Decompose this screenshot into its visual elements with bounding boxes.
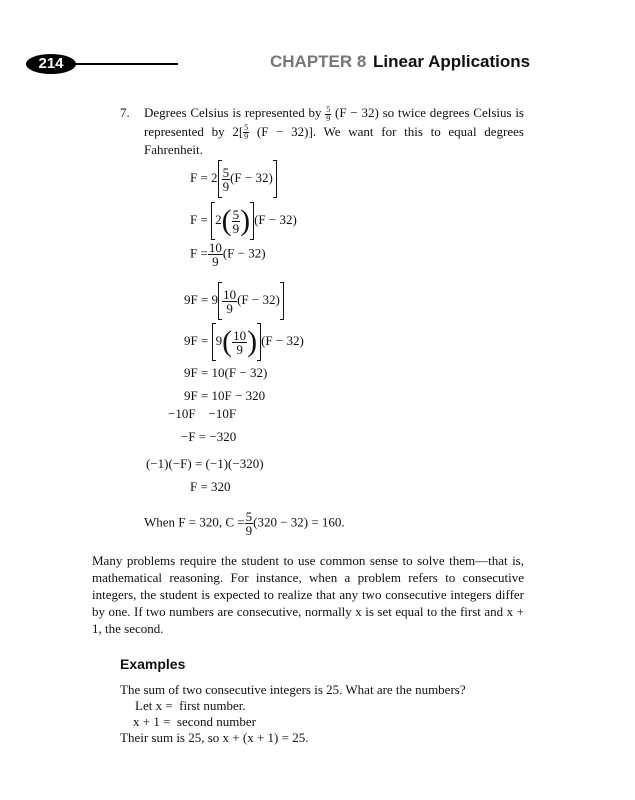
intro-part-a: Degrees Celsius is represented by — [144, 105, 326, 120]
frac-num: 10 — [233, 327, 247, 343]
example-line-2: Let x = first number. — [135, 698, 246, 713]
frac-num: 10 — [208, 240, 222, 255]
frac-den: 9 — [212, 254, 219, 269]
fraction-10-9 — [232, 329, 247, 356]
left-paren: ( — [222, 325, 233, 358]
equation-step-1 — [190, 160, 277, 198]
intro-part-c: (F − 32)]. We want for this to equal degrees Fahrenheit. — [144, 123, 524, 158]
right-paren: ) — [240, 204, 251, 237]
fraction-5-9 — [222, 166, 231, 193]
example-line-3: x + 1 = second number — [133, 714, 256, 729]
equation-step-6: 9F = 10(F − 32) — [184, 365, 268, 380]
fraction-10-9 — [208, 241, 223, 268]
chapter-title: Linear Applications — [373, 52, 531, 71]
step-5-lhs: 9F = — [184, 332, 209, 348]
right-bracket — [273, 160, 277, 198]
fraction-10-9 — [222, 288, 237, 315]
fraction-5-9 — [245, 510, 254, 537]
frac-den: 9 — [232, 220, 240, 236]
equation-step-3 — [190, 241, 266, 268]
step-1-lhs: F = 2 — [190, 169, 218, 185]
frac-num: 10 — [223, 286, 237, 302]
step-2-lhs: F = — [190, 211, 208, 227]
right-bracket — [280, 282, 284, 320]
right-paren: ) — [247, 325, 258, 358]
chapter-label: CHAPTER 8 — [270, 52, 367, 71]
equation-step-12 — [144, 510, 345, 537]
equation-step-9: −F = −320 — [181, 429, 237, 444]
equation-step-4 — [184, 282, 284, 320]
step-1-rest: (F − 32) — [230, 169, 273, 185]
frac-den: 9 — [226, 300, 233, 316]
step-5-coef: 9 — [215, 332, 223, 348]
step-2-coef: 2 — [215, 211, 222, 227]
frac-num: 5 — [245, 509, 253, 524]
frac-num: 5 — [244, 123, 249, 133]
frac-den: 9 — [222, 178, 230, 194]
examples-heading: Examples — [120, 656, 186, 672]
fraction-5-9 — [232, 208, 241, 235]
body-paragraph: Many problems require the student to use common sense to solve them—that is, mathematical reasoning. For instance, when a problem refers to consecutive integers, the student is expected to realize that any two consecutive integers differ by one. If two numbers are consecutive, normally x is set equal to the first and x + 1, the second. — [92, 553, 524, 636]
problem-number: 7. — [120, 105, 130, 120]
step-5-rest: (F − 32) — [261, 332, 304, 348]
equation-step-8: −10F −10F — [168, 406, 237, 421]
equation-step-2 — [190, 202, 297, 240]
intro-part-b: (F − 32) so twice degrees Celsius is represented by 2[ — [144, 105, 524, 139]
left-paren: ( — [221, 204, 232, 237]
equation-step-5 — [184, 323, 304, 361]
frac-num: 5 — [222, 164, 230, 180]
equation-step-11: F = 320 — [190, 479, 231, 494]
step-4-rest: (F − 32) — [237, 291, 280, 307]
step-12-rest: (320 − 32) = 160. — [253, 514, 345, 530]
example-line-4: Their sum is 25, so x + (x + 1) = 25. — [120, 730, 309, 745]
step-3-lhs: F = — [190, 245, 208, 261]
frac-den: 9 — [326, 113, 331, 123]
step-4-lhs: 9F = 9 — [184, 291, 219, 307]
problem-intro — [144, 104, 524, 158]
header-rule — [70, 63, 178, 65]
frac-num: 5 — [326, 104, 331, 114]
example-line-1: The sum of two consecutive integers is 25. What are the numbers? — [120, 682, 466, 697]
frac-den: 9 — [236, 341, 243, 357]
page-number-badge: 214 — [26, 54, 76, 74]
equation-step-7: 9F = 10F − 320 — [184, 388, 266, 403]
frac-den: 9 — [245, 523, 253, 538]
frac-den: 9 — [244, 132, 249, 142]
step-3-rest: (F − 32) — [222, 245, 266, 261]
step-2-rest: (F − 32) — [254, 211, 297, 227]
step-12-lhs: When F = 320, C = — [144, 514, 245, 530]
equation-step-10: (−1)(−F) = (−1)(−320) — [146, 456, 264, 471]
frac-num: 5 — [232, 206, 240, 222]
